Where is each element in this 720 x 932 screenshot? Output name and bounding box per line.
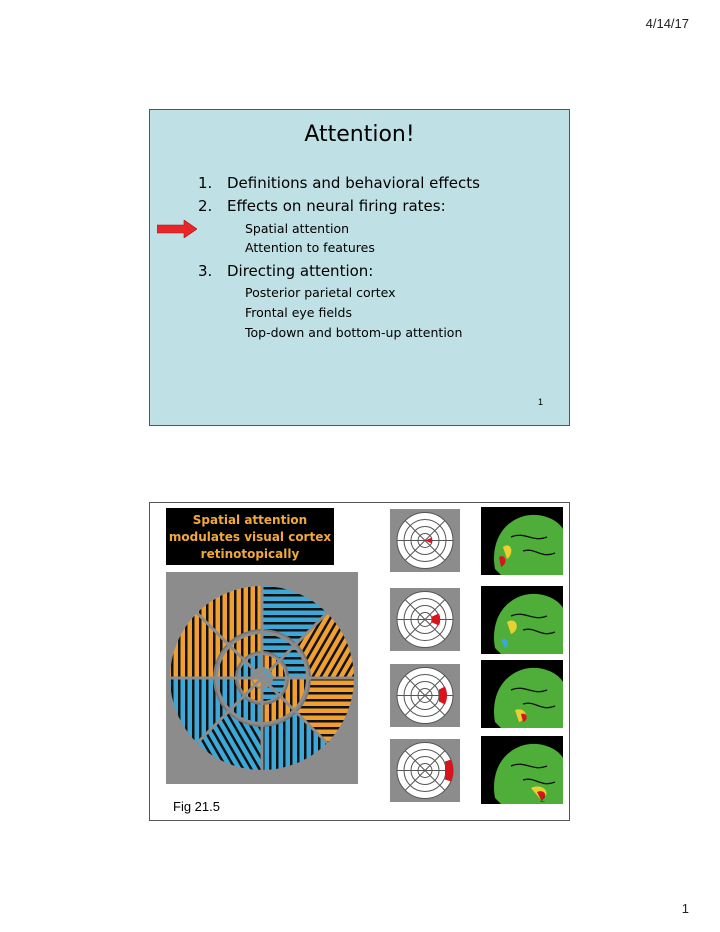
sub-item-spatial: Spatial attention	[245, 221, 350, 236]
polar-grating-stimulus	[166, 572, 358, 784]
attention-map-4	[390, 739, 460, 802]
sub-item-topdown: Top-down and bottom-up attention	[245, 325, 463, 340]
fmri-map-2	[481, 586, 563, 654]
fmri-map-4	[481, 736, 563, 804]
item-2-text: Effects on neural firing rates:	[227, 197, 446, 215]
page-number: 1	[681, 901, 689, 916]
attention-map-1	[390, 509, 460, 572]
caption-line-3: retinotopically	[200, 547, 300, 561]
caption-line-1: Spatial attention	[192, 513, 308, 527]
sub-item-parietal: Posterior parietal cortex	[245, 285, 396, 300]
item-3-number: 3.	[198, 262, 213, 280]
slide-1	[149, 109, 570, 426]
slide-title: Attention!	[304, 122, 415, 147]
sub-item-features: Attention to features	[245, 240, 375, 255]
page-date: 4/14/17	[645, 16, 689, 31]
slide-number: 2	[539, 794, 545, 804]
right-arrow-icon	[157, 220, 197, 238]
figure-caption-box	[166, 508, 334, 565]
sub-item-fef: Frontal eye fields	[245, 305, 352, 320]
attention-map-3	[390, 664, 460, 727]
item-3-text: Directing attention:	[227, 262, 374, 280]
item-1-number: 1.	[198, 174, 213, 192]
figure-label: Fig 21.5	[173, 799, 220, 814]
fmri-map-3	[481, 660, 563, 728]
item-2-number: 2.	[198, 197, 213, 215]
fmri-map-1	[481, 507, 563, 575]
item-1-text: Definitions and behavioral effects	[227, 174, 480, 192]
caption-line-2: modulates visual cortex	[168, 530, 332, 544]
slide-number: 1	[537, 397, 543, 407]
slide-2	[149, 502, 570, 821]
attention-map-2	[390, 588, 460, 651]
